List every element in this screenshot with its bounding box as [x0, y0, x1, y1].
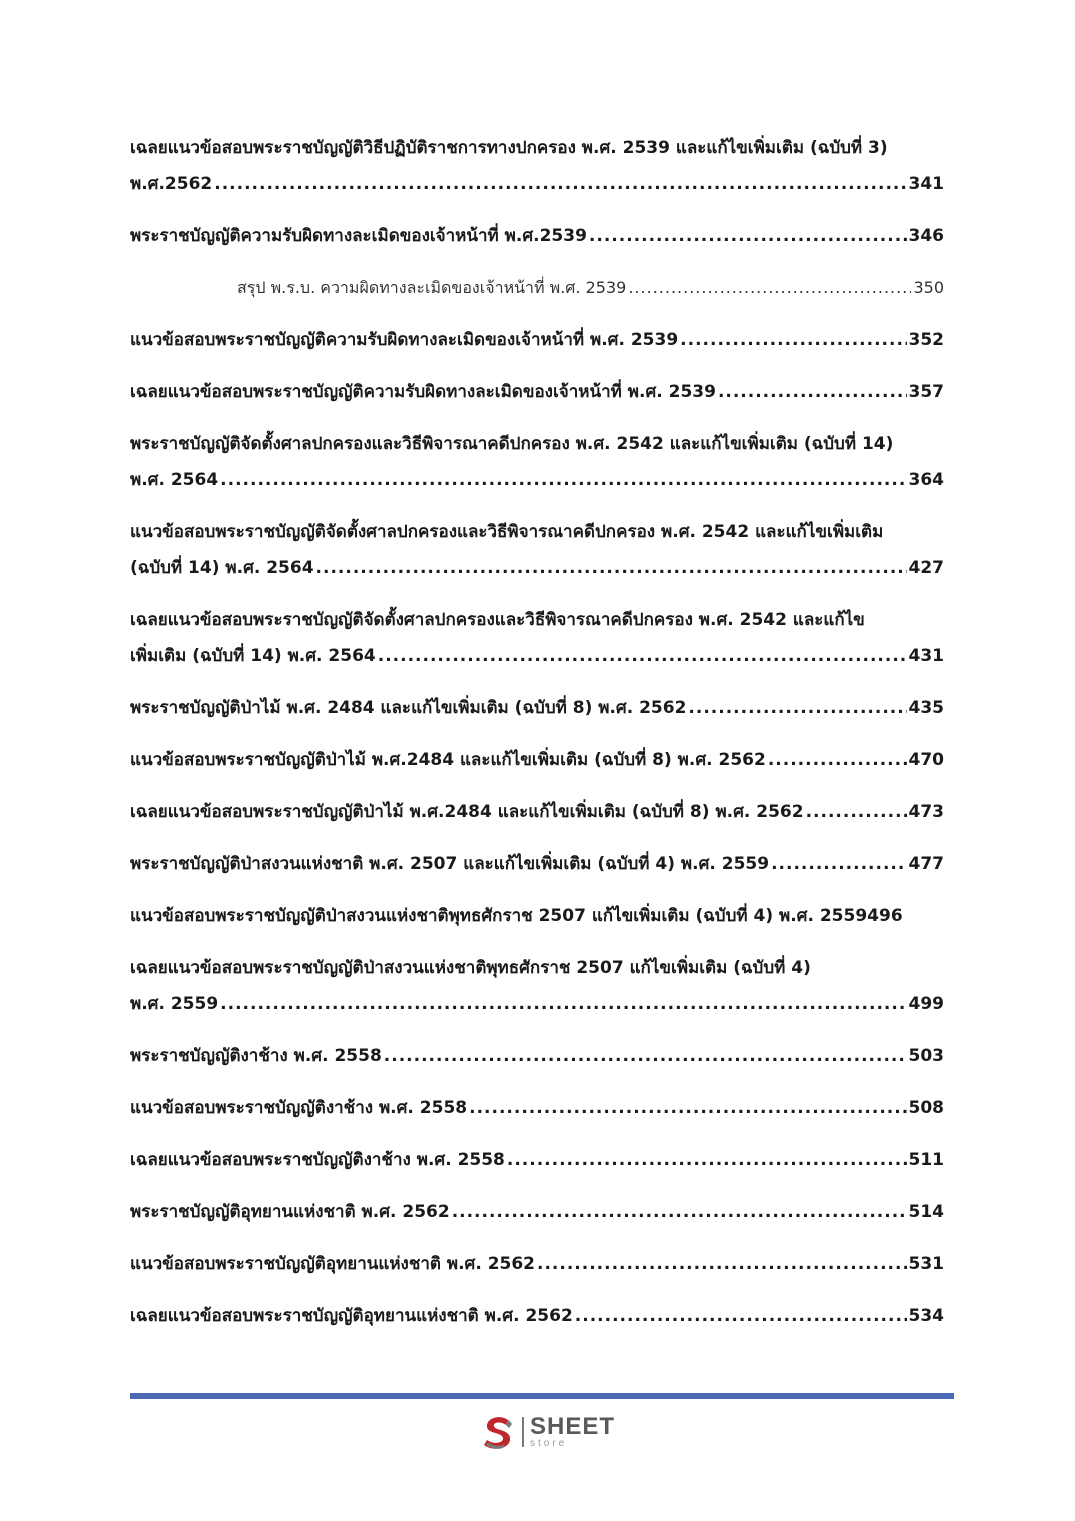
dot-leader — [688, 690, 906, 726]
dot-leader — [507, 1142, 907, 1178]
toc-entry-page: 514 — [908, 1202, 944, 1222]
logo-sub-text: store — [530, 1438, 568, 1449]
dot-leader — [220, 986, 906, 1022]
toc-entry-title: แนวข้อสอบพระราชบัญญัติอุทยานแห่งชาติ พ.ศ. 2562 — [130, 1254, 536, 1274]
dot-leader — [214, 166, 906, 202]
toc-entry[interactable] — [130, 514, 944, 586]
toc-entry-page: 431 — [908, 646, 944, 666]
toc-entry-title: พระราชบัญญัติงาช้าง พ.ศ. 2558 — [130, 1046, 382, 1066]
toc-entry[interactable] — [130, 426, 944, 498]
toc-entry[interactable] — [130, 898, 944, 934]
toc-entry-page: 477 — [908, 854, 944, 874]
toc-entry[interactable] — [130, 1194, 944, 1230]
toc-entry-title: แนวข้อสอบพระราชบัญญัติป่าไม้ พ.ศ.2484 และแก้ไขเพิ่มเติม (ฉบับที่ 8) พ.ศ. 2562 — [130, 750, 766, 770]
toc-entry-page: 503 — [908, 1046, 944, 1066]
toc-entry[interactable] — [130, 218, 944, 254]
toc-entry-title: เฉลยแนวข้อสอบพระราชบัญญัติอุทยานแห่งชาติ พ.ศ. 2562 — [130, 1306, 573, 1326]
toc-entry-page: 435 — [908, 698, 944, 718]
toc-entry[interactable] — [130, 794, 944, 830]
toc-entry-title: เพิ่มเติม (ฉบับที่ 14) พ.ศ. 2564 — [130, 646, 376, 666]
dot-leader — [768, 742, 907, 778]
toc-entry[interactable] — [130, 322, 944, 358]
dot-leader — [316, 550, 907, 586]
toc-entry-title: แนวข้อสอบพระราชบัญญัติป่าสงวนแห่งชาติพุทธศักราช 2507 แก้ไขเพิ่มเติม (ฉบับที่ 4) พ.ศ. 2559496 — [130, 906, 903, 926]
toc-entry[interactable] — [130, 1142, 944, 1178]
dot-leader — [771, 846, 906, 882]
logo-separator — [522, 1417, 524, 1447]
toc-entry-page: 511 — [908, 1150, 944, 1170]
dot-leader — [537, 1246, 906, 1282]
sheet-store-logo — [478, 1412, 615, 1452]
dot-leader — [680, 322, 906, 358]
dot-leader — [378, 638, 907, 674]
toc-entry-page: 473 — [908, 802, 944, 822]
toc-entry-title: พ.ศ. 2564 — [130, 470, 219, 490]
toc-entry-title: พระราชบัญญัติอุทยานแห่งชาติ พ.ศ. 2562 — [130, 1202, 450, 1222]
dot-leader — [589, 218, 907, 254]
toc-entry-title-line1: พระราชบัญญัติจัดตั้งศาลปกครองและวิธีพิจารณาคดีปกครอง พ.ศ. 2542 และแก้ไขเพิ่มเติม (ฉบับที่ 14) — [130, 434, 894, 454]
toc-entry-title-line1: เฉลยแนวข้อสอบพระราชบัญญัติจัดตั้งศาลปกครองและวิธีพิจารณาคดีปกครอง พ.ศ. 2542 และแก้ไข — [130, 610, 865, 630]
toc-entry-title: พระราชบัญญัติความรับผิดทางละเมิดของเจ้าหน้าที่ พ.ศ.2539 — [130, 226, 587, 246]
toc-entry-page: 346 — [908, 226, 944, 246]
toc-entry-title: เฉลยแนวข้อสอบพระราชบัญญัติงาช้าง พ.ศ. 2558 — [130, 1150, 505, 1170]
toc-entry-title: พระราชบัญญัติป่าสงวนแห่งชาติ พ.ศ. 2507 และแก้ไขเพิ่มเติม (ฉบับที่ 4) พ.ศ. 2559 — [130, 854, 770, 874]
toc-entry-title: พระราชบัญญัติป่าไม้ พ.ศ. 2484 และแก้ไขเพิ่มเติม (ฉบับที่ 8) พ.ศ. 2562 — [130, 698, 687, 718]
toc-entry[interactable] — [130, 130, 944, 202]
logo-text — [530, 1415, 615, 1449]
toc-entry-page: 508 — [908, 1098, 944, 1118]
toc-entry[interactable] — [130, 950, 944, 1022]
toc-entry[interactable] — [130, 1038, 944, 1074]
toc-entry-title-line1: เฉลยแนวข้อสอบพระราชบัญญัติป่าสงวนแห่งชาติพุทธศักราช 2507 แก้ไขเพิ่มเติม (ฉบับที่ 4) — [130, 958, 811, 978]
toc-entry-page: 427 — [908, 558, 944, 578]
sheet-store-s-logo-icon — [478, 1412, 518, 1452]
dot-leader — [452, 1194, 907, 1230]
toc-entry-title-line1: เฉลยแนวข้อสอบพระราชบัญญัติวิธีปฏิบัติราชการทางปกครอง พ.ศ. 2539 และแก้ไขเพิ่มเติม (ฉบับที่ 3) — [130, 138, 888, 158]
toc-entry[interactable] — [130, 690, 944, 726]
dot-leader — [806, 794, 907, 830]
toc-entry-page: 364 — [908, 470, 944, 490]
toc-entry-page: 470 — [908, 750, 944, 770]
dot-leader — [220, 462, 906, 498]
dot-leader — [384, 1038, 907, 1074]
toc-entry[interactable] — [130, 374, 944, 410]
toc-entry-title: แนวข้อสอบพระราชบัญญัติความรับผิดทางละเมิดของเจ้าหน้าที่ พ.ศ. 2539 — [130, 330, 679, 350]
toc-entry-title-line1: แนวข้อสอบพระราชบัญญัติจัดตั้งศาลปกครองและวิธีพิจารณาคดีปกครอง พ.ศ. 2542 และแก้ไขเพิ่มเติม — [130, 522, 884, 542]
toc-entry-title: เฉลยแนวข้อสอบพระราชบัญญัติป่าไม้ พ.ศ.2484 และแก้ไขเพิ่มเติม (ฉบับที่ 8) พ.ศ. 2562 — [130, 802, 804, 822]
toc-entry-title: แนวข้อสอบพระราชบัญญัติงาช้าง พ.ศ. 2558 — [130, 1098, 468, 1118]
toc-entry-title: เฉลยแนวข้อสอบพระราชบัญญัติความรับผิดทางละเมิดของเจ้าหน้าที่ พ.ศ. 2539 — [130, 382, 716, 402]
dot-leader — [575, 1298, 907, 1334]
toc-entry[interactable] — [130, 846, 944, 882]
toc-entry[interactable] — [130, 1090, 944, 1126]
toc-entry-page: 534 — [908, 1306, 944, 1326]
toc-entry-title: (ฉบับที่ 14) พ.ศ. 2564 — [130, 558, 314, 578]
toc-entry-page: 350 — [913, 278, 944, 297]
toc-entry-page: 499 — [908, 994, 944, 1014]
dot-leader — [718, 374, 907, 410]
footer-rule — [130, 1393, 954, 1399]
dot-leader — [469, 1090, 906, 1126]
toc-entry[interactable] — [130, 742, 944, 778]
toc-entry-page: 341 — [908, 174, 944, 194]
toc-entry-title: พ.ศ. 2559 — [130, 994, 219, 1014]
toc-subentry[interactable] — [130, 270, 944, 306]
toc-entry-page: 357 — [908, 382, 944, 402]
toc-entry-title: พ.ศ.2562 — [130, 174, 213, 194]
toc-entry-page: 531 — [908, 1254, 944, 1274]
toc-entry[interactable] — [130, 1298, 944, 1334]
toc-entry-page: 352 — [908, 330, 944, 350]
toc-entry[interactable] — [130, 1246, 944, 1282]
logo-main-text: SHEET — [530, 1413, 616, 1440]
table-of-contents — [130, 130, 944, 1350]
toc-entry[interactable] — [130, 602, 944, 674]
dot-leader — [628, 270, 911, 306]
toc-entry-title: สรุป พ.ร.บ. ความผิดทางละเมิดของเจ้าหน้าที่ พ.ศ. 2539 — [237, 278, 627, 297]
